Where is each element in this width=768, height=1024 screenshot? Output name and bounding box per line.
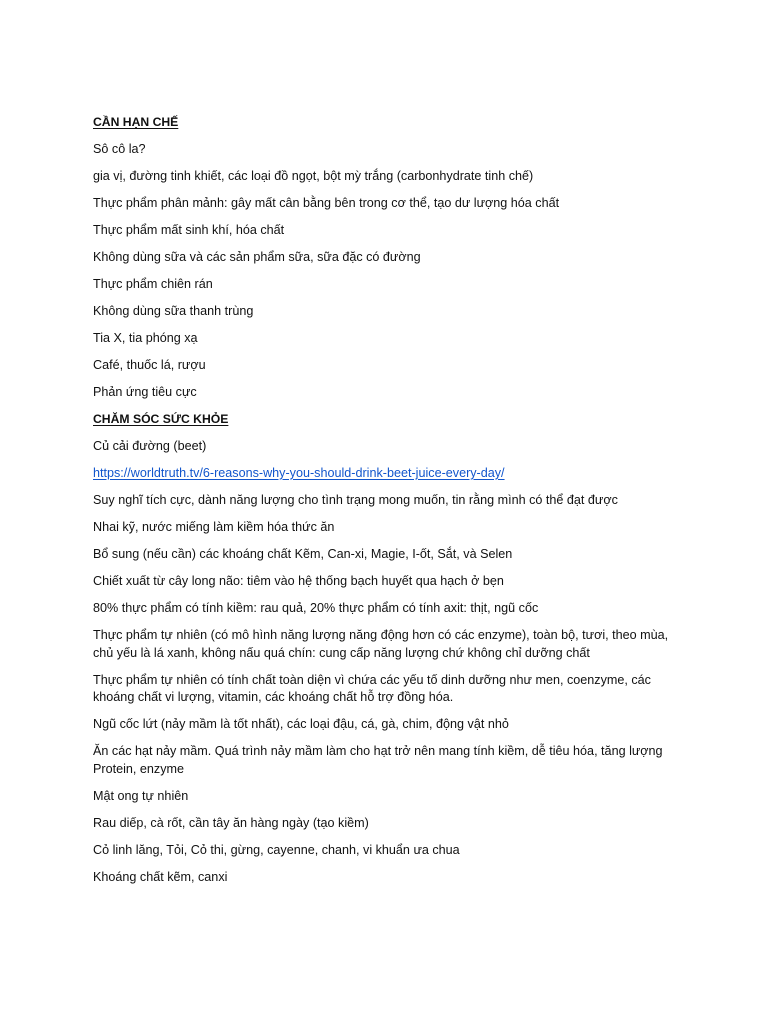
paragraph: Cỏ linh lăng, Tỏi, Cỏ thi, gừng, cayenne, chanh, vi khuẩn ưa chua	[93, 842, 460, 857]
paragraph: Mật ong tự nhiên	[93, 788, 189, 803]
paragraph: Thực phẩm phân mảnh: gây mất cân bằng bên trong cơ thể, tạo dư lượng hóa chất	[93, 196, 560, 210]
paragraph: Rau diếp, cà rốt, cần tây ăn hàng ngày (tạo kiềm)	[93, 815, 369, 830]
paragraph: Ăn các hạt nảy mầm. Quá trình nảy mầm làm cho hạt trở nên mang tính kiềm, dễ tiêu hóa, tăng lượng Protein, enzyme	[93, 744, 663, 776]
paragraph: Không dùng sữa và các sản phẩm sữa, sữa đặc có đường	[93, 250, 421, 264]
paragraph: Tia X, tia phóng xạ	[93, 331, 198, 345]
paragraph: Thực phẩm tự nhiên (có mô hình năng lượng năng động hơn có các enzyme), toàn bộ, tươi, theo mùa, chủ yếu là lá xanh, không nấu quá chín: cung cấp năng lượng chứ không chỉ dưỡng chất	[93, 628, 669, 660]
beet-juice-link[interactable]: https://worldtruth.tv/6-reasons-why-you-should-drink-beet-juice-every-day/	[93, 466, 505, 480]
paragraph: Sô cô la?	[93, 142, 146, 156]
paragraph: Thực phẩm chiên rán	[93, 277, 213, 291]
paragraph: Thực phẩm mất sinh khí, hóa chất	[93, 223, 285, 237]
paragraph: Không dùng sữa thanh trùng	[93, 304, 254, 318]
document-body	[93, 114, 673, 896]
section-heading-restrict: CẦN HẠN CHẾ	[93, 115, 179, 129]
paragraph: Phản ứng tiêu cực	[93, 385, 197, 399]
section-heading-health-care: CHĂM SÓC SỨC KHỎE	[93, 412, 229, 426]
paragraph: Củ cải đường (beet)	[93, 439, 207, 453]
paragraph: Khoáng chất kẽm, canxi	[93, 869, 228, 884]
paragraph-link	[93, 465, 673, 483]
paragraph: Bổ sung (nếu cần) các khoáng chất Kẽm, Can-xi, Magie, I-ốt, Sắt, và Selen	[93, 547, 513, 561]
paragraph: Café, thuốc lá, rượu	[93, 358, 206, 372]
paragraph: Thực phẩm tự nhiên có tính chất toàn diện vì chứa các yếu tố dinh dưỡng như men, coenzyme, các khoáng chất vi lượng, vitamin, các khoáng chất hỗ trợ đồng hóa.	[93, 672, 651, 704]
paragraph: Ngũ cốc lứt (nảy mầm là tốt nhất), các loại đậu, cá, gà, chim, động vật nhỏ	[93, 717, 509, 731]
paragraph: Nhai kỹ, nước miếng làm kiềm hóa thức ăn	[93, 520, 335, 534]
paragraph: Chiết xuất từ cây long não: tiêm vào hệ thống bạch huyết qua hạch ở bẹn	[93, 574, 504, 588]
paragraph: 80% thực phẩm có tính kiềm: rau quả, 20% thực phẩm có tính axit: thịt, ngũ cốc	[93, 601, 539, 615]
paragraph: Suy nghĩ tích cực, dành năng lượng cho tình trạng mong muốn, tin rằng mình có thể đạt được	[93, 493, 618, 507]
paragraph: gia vị, đường tinh khiết, các loại đồ ngọt, bột mỳ trắng (carbonhydrate tinh chế)	[93, 169, 534, 183]
